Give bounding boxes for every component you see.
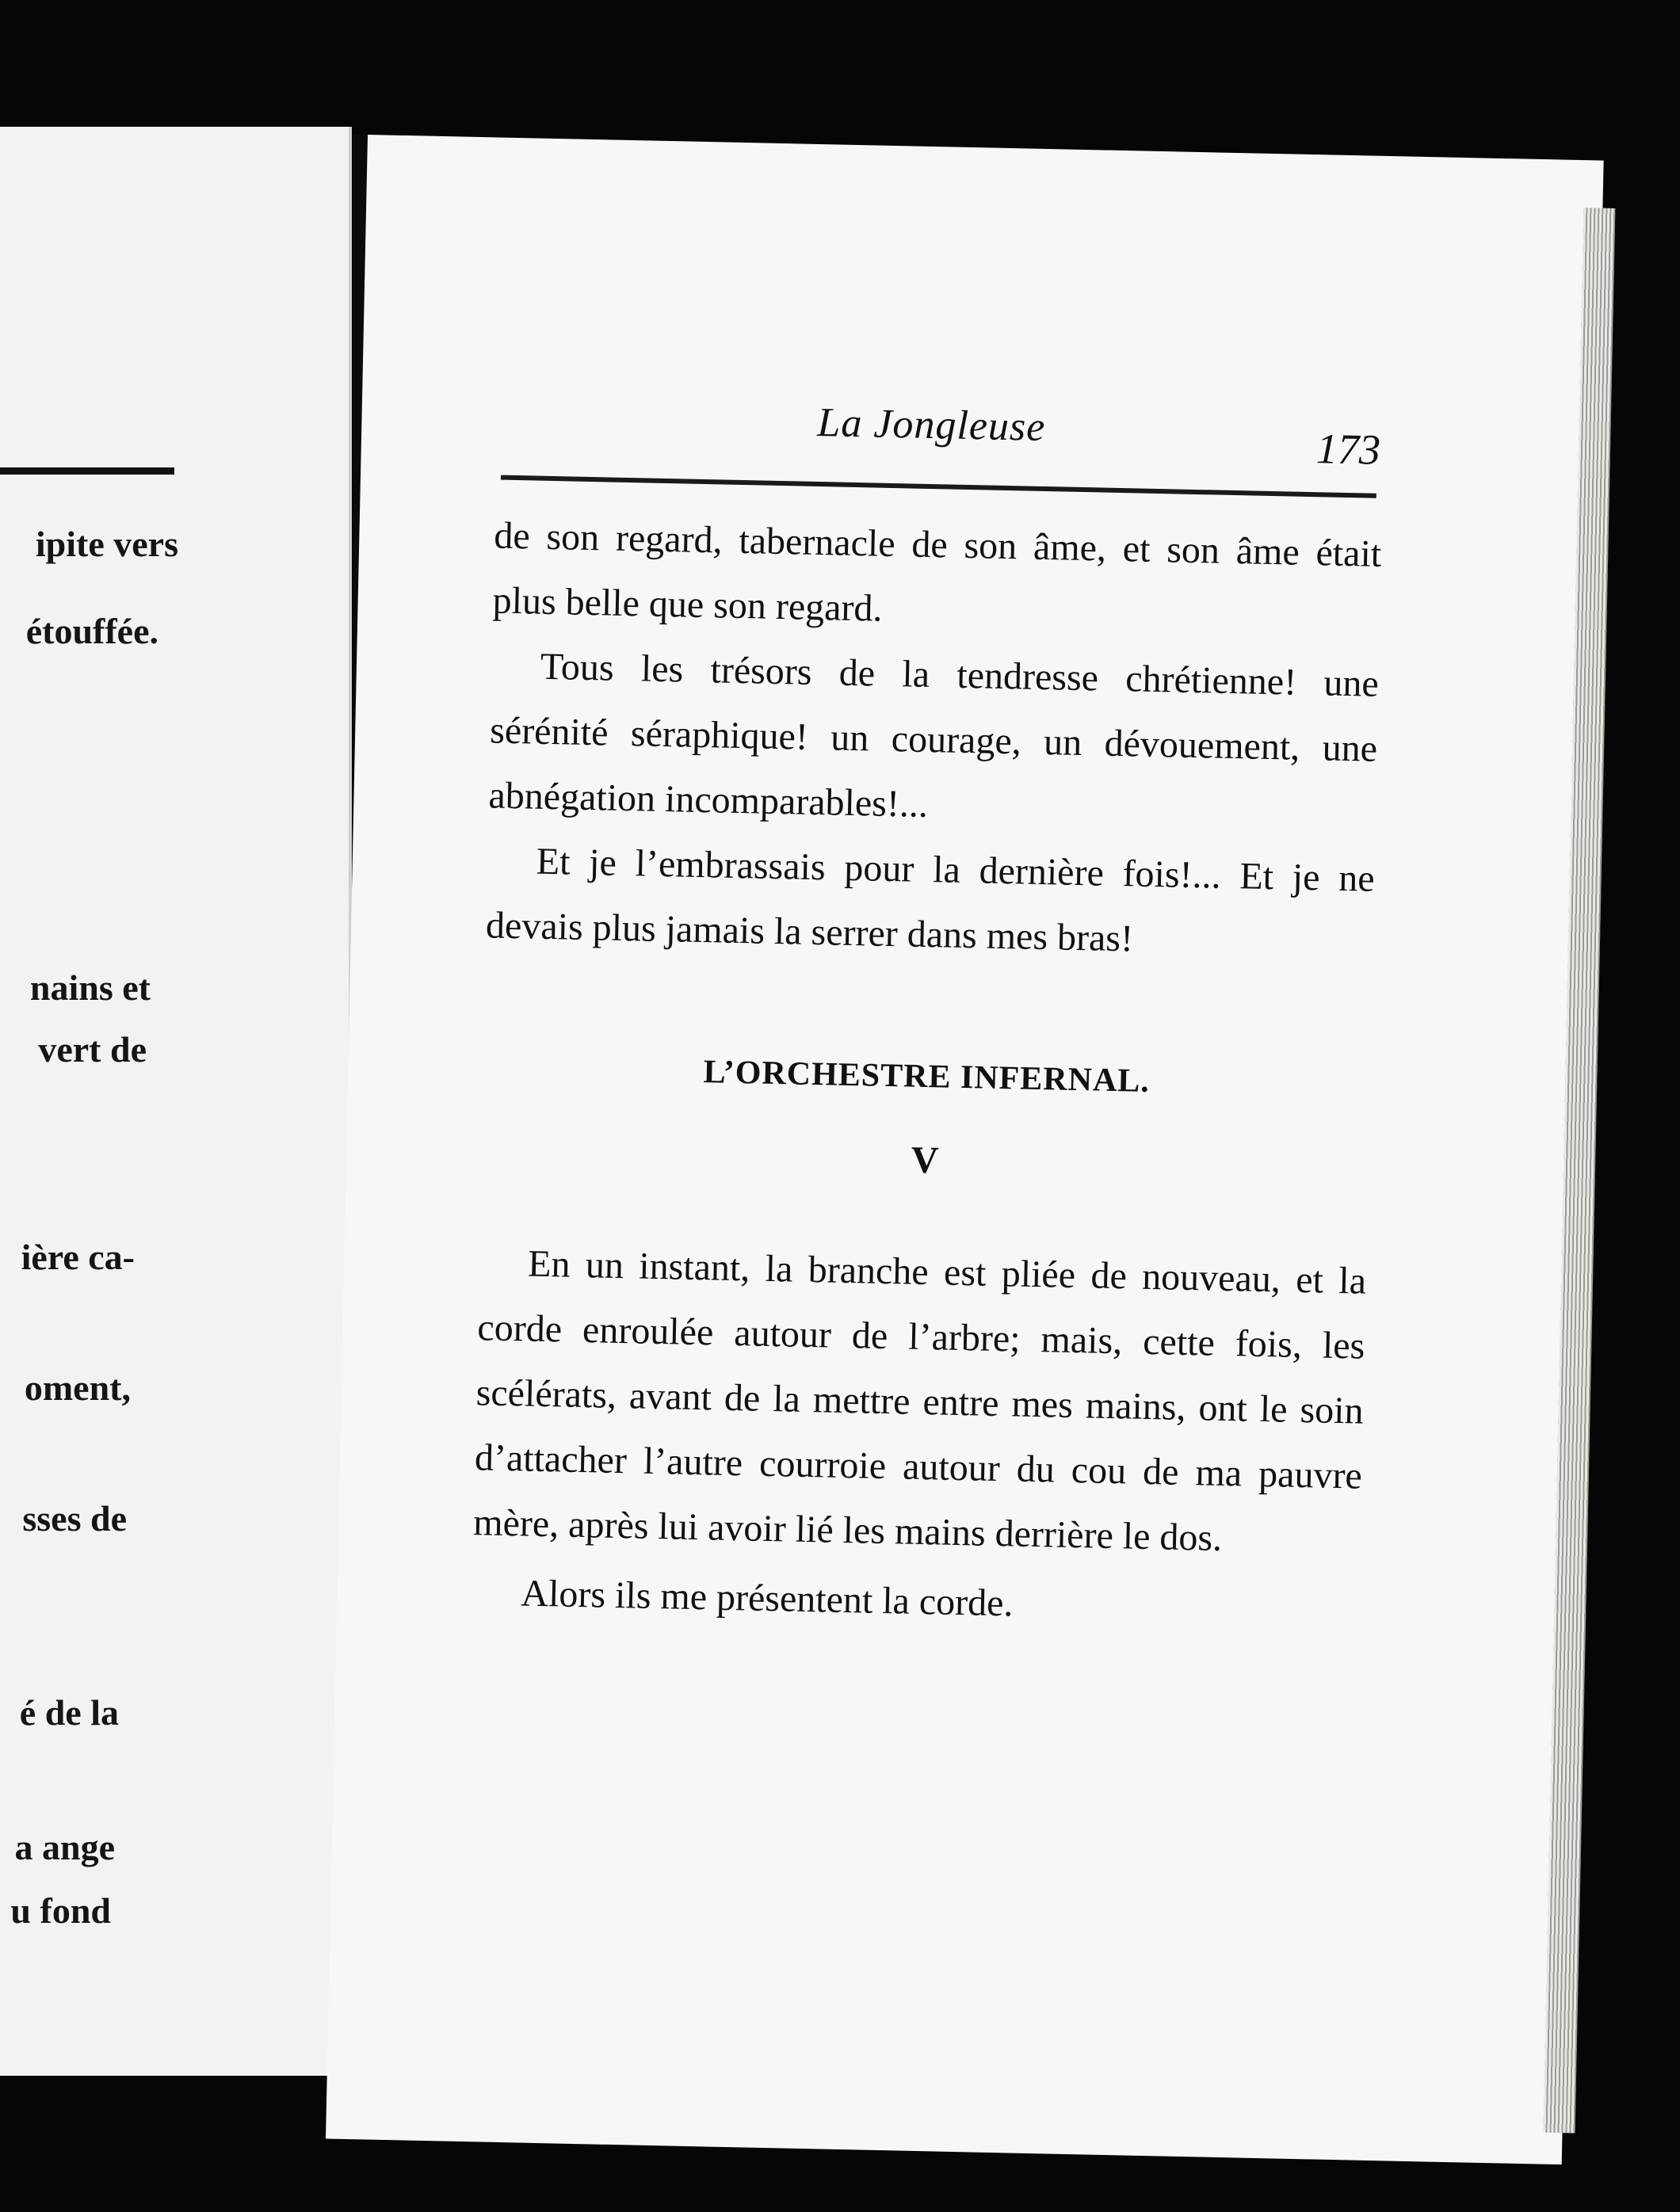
current-page xyxy=(326,135,1604,2164)
paragraph: Et je l’embrassais pour la dernière fois!... Et je ne devais plus jamais la serrer dans mes bras! xyxy=(485,840,1376,960)
paragraph: Tous les trésors de la tendresse chrétienne! une sérénité séraphique! un courage, un dévouement, une abnégation incomparables!... xyxy=(488,645,1380,826)
left-fragment: sses de xyxy=(22,1498,127,1539)
left-fragment: é de la xyxy=(19,1692,119,1733)
left-fragment: ière ca- xyxy=(21,1237,135,1277)
left-fragment: a ange xyxy=(14,1827,115,1867)
left-page-rule xyxy=(0,467,174,475)
paragraph: Alors ils me présentent la corde. xyxy=(520,1572,1014,1625)
page-number: 173 xyxy=(1315,425,1381,474)
left-fragment: étouffée. xyxy=(25,611,158,651)
paragraph: En un instant, la branche est pliée de nouveau, et la corde enroulée autour de l’arbre; mais, cette fois, les scélérats, avant de la mettre entre mes mains, ont le soin d’attacher l’autre courroie autour du cou de ma pauvre mère, après lui avoir lié les mains derrière le dos. xyxy=(472,1242,1367,1559)
left-fragment: oment, xyxy=(24,1367,131,1408)
left-fragment: vert de xyxy=(38,1029,147,1070)
previous-page xyxy=(0,127,352,2076)
left-fragment: ipite vers xyxy=(35,524,178,564)
chapter-number: V xyxy=(911,1138,939,1182)
body-text xyxy=(485,503,1382,976)
left-fragment: nains et xyxy=(29,967,151,1008)
chapter-text xyxy=(472,1230,1367,1643)
page-edges xyxy=(1544,208,1616,2133)
section-heading: L’ORCHESTRE INFERNAL. xyxy=(703,1054,1151,1100)
paragraph: de son regard, tabernacle de son âme, et son âme était plus belle que son regard. xyxy=(492,514,1382,630)
running-head: La Jongleuse xyxy=(816,399,1046,450)
header-rule xyxy=(501,475,1376,498)
left-fragment: u fond xyxy=(10,1890,111,1931)
